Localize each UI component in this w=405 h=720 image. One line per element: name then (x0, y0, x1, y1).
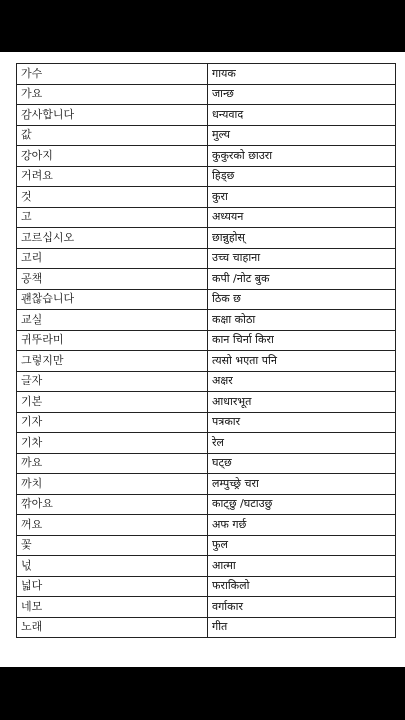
korean-word: 강아지 (17, 146, 208, 167)
table-row (17, 310, 396, 331)
nepali-translation: जान्छ (208, 84, 396, 105)
table-row (17, 433, 396, 454)
korean-word: 값 (17, 125, 208, 146)
nepali-translation: वर्गाकार (208, 597, 396, 618)
korean-word: 넋 (17, 556, 208, 577)
korean-word: 거려요 (17, 166, 208, 187)
korean-word: 고르십시오 (17, 228, 208, 249)
nepali-translation: आत्मा (208, 556, 396, 577)
table-row (17, 392, 396, 413)
table-row (17, 330, 396, 351)
nepali-translation: रेल (208, 433, 396, 454)
nepali-translation: अक्षर (208, 371, 396, 392)
table-row (17, 248, 396, 269)
korean-word: 꺼요 (17, 515, 208, 536)
korean-word: 꽃 (17, 535, 208, 556)
korean-word: 글자 (17, 371, 208, 392)
table-row (17, 556, 396, 577)
korean-word: 기본 (17, 392, 208, 413)
table-row (17, 515, 396, 536)
table-row (17, 228, 396, 249)
table-row (17, 269, 396, 290)
table-row (17, 207, 396, 228)
korean-word: 감사합니다 (17, 105, 208, 126)
nepali-translation: गीत (208, 617, 396, 638)
table-row (17, 146, 396, 167)
korean-word: 넓다 (17, 576, 208, 597)
korean-word: 네모 (17, 597, 208, 618)
nepali-translation: कक्षा कोठा (208, 310, 396, 331)
table-row (17, 187, 396, 208)
table-row (17, 474, 396, 495)
nepali-translation: आधारभूत (208, 392, 396, 413)
nepali-translation: कान चिर्ना किरा (208, 330, 396, 351)
table-row (17, 597, 396, 618)
nepali-translation: ठिक छ (208, 289, 396, 310)
vocabulary-table-body (17, 64, 396, 638)
korean-word: 깎아요 (17, 494, 208, 515)
korean-word: 그렇지만 (17, 351, 208, 372)
table-row (17, 105, 396, 126)
korean-word: 가요 (17, 84, 208, 105)
nepali-translation: अफ गर्छ (208, 515, 396, 536)
nepali-translation: काट्छु /घटाउछु (208, 494, 396, 515)
table-row (17, 125, 396, 146)
korean-word: 괜찮습니다 (17, 289, 208, 310)
document-page (0, 52, 405, 667)
korean-word: 것 (17, 187, 208, 208)
table-row (17, 494, 396, 515)
korean-word: 교실 (17, 310, 208, 331)
nepali-translation: लम्पुच्छ्रे चरा (208, 474, 396, 495)
nepali-translation: घट्छ (208, 453, 396, 474)
table-row (17, 617, 396, 638)
nepali-translation: कुकुरको छाउरा (208, 146, 396, 167)
table-row (17, 535, 396, 556)
korean-word: 공책 (17, 269, 208, 290)
korean-word: 고 (17, 207, 208, 228)
korean-word: 노래 (17, 617, 208, 638)
nepali-translation: धन्यवाद (208, 105, 396, 126)
korean-word: 고리 (17, 248, 208, 269)
nepali-translation: कपी /नोट बुक (208, 269, 396, 290)
nepali-translation: अध्ययन (208, 207, 396, 228)
vocabulary-table (16, 63, 396, 638)
korean-word: 기차 (17, 433, 208, 454)
korean-word: 귀뚜라미 (17, 330, 208, 351)
nepali-translation: फुल (208, 535, 396, 556)
korean-word: 가수 (17, 64, 208, 85)
nepali-translation: पत्रकार (208, 412, 396, 433)
nepali-translation: मुल्य (208, 125, 396, 146)
table-row (17, 166, 396, 187)
nepali-translation: हिड्छ (208, 166, 396, 187)
nepali-translation: छान्नुहोस् (208, 228, 396, 249)
nepali-translation: फराकिलो (208, 576, 396, 597)
table-row (17, 351, 396, 372)
korean-word: 까요 (17, 453, 208, 474)
korean-word: 기자 (17, 412, 208, 433)
table-row (17, 371, 396, 392)
table-row (17, 289, 396, 310)
table-row (17, 453, 396, 474)
table-row (17, 84, 396, 105)
nepali-translation: कुरा (208, 187, 396, 208)
nepali-translation: त्यसो भएता पनि (208, 351, 396, 372)
nepali-translation: गायक (208, 64, 396, 85)
table-row (17, 412, 396, 433)
table-row (17, 576, 396, 597)
korean-word: 까치 (17, 474, 208, 495)
table-row (17, 64, 396, 85)
nepali-translation: उच्च चाहाना (208, 248, 396, 269)
